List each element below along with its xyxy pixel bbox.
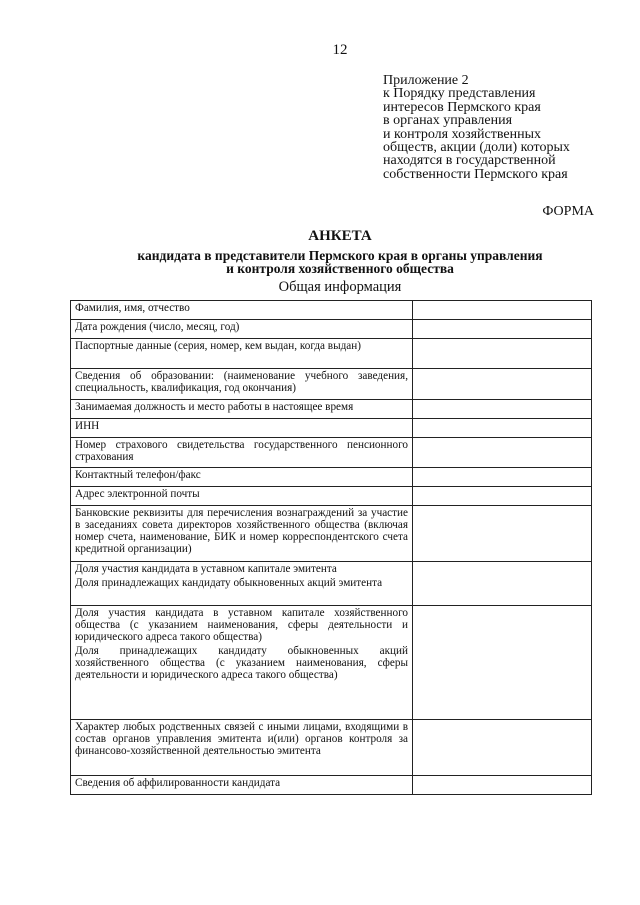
field-label-cell [71,400,413,419]
table-row [71,487,592,506]
field-label-cell [71,369,413,400]
field-label: Характер любых родственных связей с иными лицами, входящими в состав органов управления эмитента и(или) органов контроля за финансово-хозяйственной деятельностью эмитента [75,721,408,757]
appendix-line: и контроля хозяйственных [383,126,541,142]
field-label: Паспортные данные (серия, номер, кем выдан, когда выдан) [75,340,361,352]
appendix-line: собственности Пермского края [383,166,568,182]
field-value-cell[interactable] [413,506,592,562]
field-value-cell[interactable] [413,606,592,720]
field-label-cell [71,506,413,562]
field-label: ИНН [75,420,100,432]
field-label-cell [71,320,413,339]
field-value-cell[interactable] [413,562,592,606]
table-row [71,562,592,606]
table-row [71,776,592,795]
subtitle-line: и контроля хозяйственного общества [226,261,454,276]
field-label: Сведения об аффилированности кандидата [75,777,281,789]
document-title: АНКЕТА [308,228,372,244]
field-value-cell[interactable] [413,400,592,419]
field-label: Доля принадлежащих кандидату обыкновенных акций эмитента [75,577,383,589]
field-label-cell [71,487,413,506]
appendix-line: интересов Пермского края [383,99,541,115]
field-label: Банковские реквизиты для перечисления вознаграждений за участие в заседаниях совета директоров хозяйственного общества (включая номер счета, наименование, БИК и номер корреспондентского счета кредитной организации) [75,507,408,555]
field-label: Контактный телефон/факс [75,469,201,481]
appendix-line: находятся в государственной [383,153,556,169]
table-row [71,369,592,400]
field-label-cell [71,468,413,487]
page-number: 12 [332,42,348,58]
form-label: ФОРМА [542,204,594,219]
document-subtitle [0,249,640,275]
field-value-cell[interactable] [413,776,592,795]
field-label: Дата рождения (число, месяц, год) [75,321,240,333]
appendix-line: к Порядку представления [383,86,536,102]
table-row [71,720,592,776]
questionnaire-table [70,300,592,795]
field-label-cell [71,562,413,606]
field-label: Номер страхового свидетельства государственного пенсионного страхования [75,439,408,463]
field-value-cell[interactable] [413,369,592,400]
field-label-cell [71,720,413,776]
table-row [71,438,592,468]
field-label: Доля принадлежащих кандидату обыкновенных акций хозяйственного общества (с указанием наименования, сферы деятельности и юридического адреса такого общества) [75,645,408,681]
appendix-note [383,74,570,181]
field-label: Фамилия, имя, отчество [75,302,190,314]
appendix-line: обществ, акции (доли) которых [383,140,570,156]
field-label: Сведения об образовании: (наименование учебного заведения, специальность, квалификация, год окончания) [75,370,408,394]
field-value-cell[interactable] [413,720,592,776]
questionnaire-body [71,301,592,795]
field-label-cell [71,339,413,369]
field-label: Доля участия кандидата в уставном капитале хозяйственного общества (с указанием наименования, сферы деятельности и юридического адреса такого общества) [75,607,408,643]
section-title: Общая информация [278,279,402,295]
field-value-cell[interactable] [413,438,592,468]
field-label-cell [71,776,413,795]
field-label: Доля участия кандидата в уставном капитале эмитента [75,563,337,575]
field-value-cell[interactable] [413,419,592,438]
table-row [71,339,592,369]
subtitle-line: кандидата в представители Пермского края в органы управления [137,248,543,263]
field-value-cell[interactable] [413,339,592,369]
table-row [71,419,592,438]
table-row [71,320,592,339]
field-label: Адрес электронной почты [75,488,200,500]
table-row [71,468,592,487]
table-row [71,400,592,419]
table-row [71,506,592,562]
field-value-cell[interactable] [413,320,592,339]
field-label-cell [71,419,413,438]
field-value-cell[interactable] [413,487,592,506]
field-value-cell[interactable] [413,301,592,320]
appendix-line: в органах управления [383,113,513,129]
field-label-cell [71,606,413,720]
table-row [71,606,592,720]
field-label-cell [71,438,413,468]
appendix-line: Приложение 2 [383,73,469,88]
field-value-cell[interactable] [413,468,592,487]
field-label-cell [71,301,413,320]
table-row [71,301,592,320]
field-label: Занимаемая должность и место работы в настоящее время [75,401,354,413]
